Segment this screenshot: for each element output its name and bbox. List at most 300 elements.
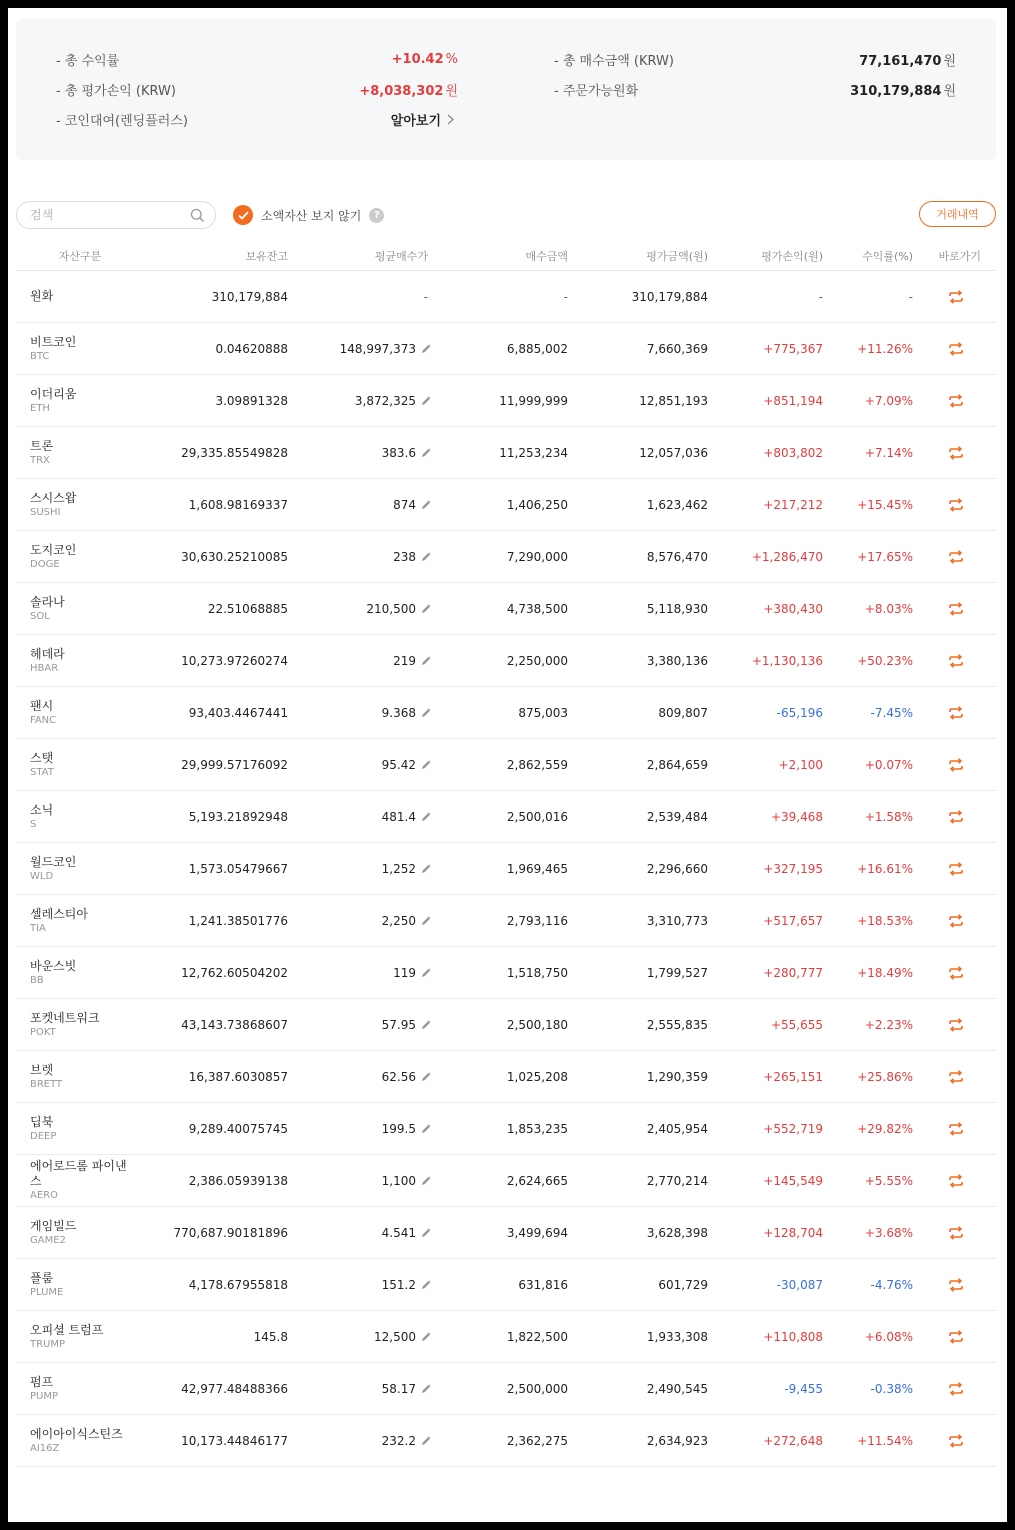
- asset-symbol: POKT: [30, 1026, 56, 1038]
- header-pl: 평가손익(원): [761, 249, 823, 263]
- pencil-icon[interactable]: [420, 1175, 432, 1187]
- trade-history-button[interactable]: 거래내역: [919, 201, 996, 227]
- pl-cell: +265,151: [763, 1069, 823, 1084]
- asset-name: 스시스왑: [30, 490, 77, 505]
- balance-cell: 0.04620888: [215, 341, 288, 356]
- eval-amount-cell: 2,539,484: [646, 809, 708, 824]
- header-asset: 자산구분: [58, 249, 102, 263]
- asset-name: 도지코인: [30, 542, 77, 557]
- balance-cell: 1,573.05479667: [188, 861, 288, 876]
- avg-price-value: 210,500: [366, 601, 416, 616]
- avg-price-cell[interactable]: [366, 583, 432, 634]
- balance-cell: 42,977.48488366: [181, 1381, 288, 1396]
- asset-symbol: BTC: [30, 350, 50, 362]
- balance-cell: 5,193.21892948: [188, 809, 288, 824]
- avg-price-value: -: [423, 289, 428, 304]
- search-icon[interactable]: [190, 208, 205, 223]
- balance-cell: 9,289.40075745: [188, 1121, 288, 1136]
- rate-cell: +7.09%: [864, 393, 913, 408]
- asset-name: 에이아이식스틴즈: [30, 1426, 123, 1441]
- table-row[interactable]: [16, 1155, 996, 1207]
- asset-symbol: SOL: [30, 610, 50, 622]
- asset-symbol: SUSHI: [30, 506, 61, 518]
- hide-small-assets-toggle[interactable]: [233, 205, 384, 225]
- avg-price-value: 9.368: [381, 705, 416, 720]
- asset-symbol: GAME2: [30, 1234, 66, 1246]
- table-row[interactable]: [16, 1415, 996, 1467]
- table-row[interactable]: [16, 1259, 996, 1311]
- avg-price-value: 219: [393, 653, 416, 668]
- asset-cell: [30, 739, 130, 790]
- asset-symbol: TIA: [30, 922, 46, 934]
- buy-amount-cell: 1,406,250: [506, 497, 568, 512]
- asset-symbol: TRX: [30, 454, 50, 466]
- table-row[interactable]: [16, 1311, 996, 1363]
- rate-cell: +15.45%: [857, 497, 913, 512]
- balance-cell: 4,178.67955818: [188, 1277, 288, 1292]
- total-buy-label: - 총 매수금액 (KRW): [554, 53, 674, 69]
- header-buy-amount: 매수금액: [525, 249, 568, 263]
- rate-cell: +18.49%: [857, 965, 913, 980]
- balance-cell: 16,387.6030857: [188, 1069, 288, 1084]
- asset-name: 스탯: [30, 750, 54, 765]
- pencil-icon[interactable]: [420, 759, 432, 771]
- eval-amount-cell: 1,799,527: [646, 965, 708, 980]
- pl-cell: -65,196: [776, 705, 823, 720]
- table-row[interactable]: [16, 479, 996, 531]
- pencil-icon[interactable]: [420, 1331, 432, 1343]
- search-box: [16, 201, 216, 229]
- pl-cell: +775,367: [763, 341, 823, 356]
- asset-cell: [30, 1415, 130, 1466]
- table-row[interactable]: [16, 375, 996, 427]
- asset-name: 플룸: [30, 1270, 54, 1285]
- balance-cell: 3.09891328: [215, 393, 288, 408]
- swap-icon[interactable]: [944, 895, 968, 946]
- swap-icon[interactable]: [944, 635, 968, 686]
- asset-cell: [30, 323, 130, 374]
- asset-name: 트론: [30, 438, 54, 453]
- asset-name: 헤데라: [30, 646, 65, 661]
- asset-name: 셀레스티아: [30, 906, 88, 921]
- avg-price-cell[interactable]: [382, 1103, 432, 1154]
- balance-cell: 1,241.38501776: [188, 913, 288, 928]
- rate-cell: +2.23%: [864, 1017, 913, 1032]
- swap-icon[interactable]: [944, 531, 968, 582]
- pencil-icon[interactable]: [420, 863, 432, 875]
- avg-price-cell[interactable]: [355, 375, 432, 426]
- eval-amount-cell: 7,660,369: [646, 341, 708, 356]
- avg-price-cell[interactable]: [382, 739, 432, 790]
- asset-name: 바운스빗: [30, 958, 77, 973]
- search-input[interactable]: [30, 208, 180, 222]
- asset-name: 딥북: [30, 1114, 54, 1129]
- asset-symbol: DEEP: [30, 1130, 57, 1142]
- asset-symbol: AERO: [30, 1190, 58, 1201]
- lending-label: - 코인대여(렌딩플러스): [56, 113, 188, 129]
- eval-amount-cell: 2,490,545: [646, 1381, 708, 1396]
- rate-cell: +7.14%: [864, 445, 913, 460]
- swap-icon[interactable]: [944, 1415, 968, 1466]
- pencil-icon[interactable]: [420, 499, 432, 511]
- eval-amount-cell: 1,623,462: [646, 497, 708, 512]
- asset-cell: [30, 635, 130, 686]
- rate-cell: -7.45%: [870, 705, 913, 720]
- buy-amount-cell: 2,624,665: [506, 1173, 568, 1188]
- table-header: [16, 241, 996, 271]
- balance-cell: 10,173.44846177: [181, 1433, 288, 1448]
- avg-price-value: 95.42: [381, 757, 416, 772]
- table-row[interactable]: [16, 843, 996, 895]
- table-row[interactable]: [16, 271, 996, 323]
- swap-icon[interactable]: [944, 583, 968, 634]
- table-row[interactable]: [16, 1103, 996, 1155]
- avg-price-cell[interactable]: [382, 1363, 432, 1414]
- rate-cell: +11.26%: [857, 341, 913, 356]
- rate-cell: +18.53%: [857, 913, 913, 928]
- checkbox-checked-icon[interactable]: [233, 205, 253, 225]
- buy-amount-cell: 2,500,016: [506, 809, 568, 824]
- avg-price-value: 62.56: [381, 1069, 416, 1084]
- pl-cell: -: [818, 289, 823, 304]
- buy-amount-cell: 1,853,235: [506, 1121, 568, 1136]
- asset-cell: [30, 583, 130, 634]
- eval-amount-cell: 1,290,359: [646, 1069, 708, 1084]
- pencil-icon[interactable]: [420, 447, 432, 459]
- avg-price-value: 58.17: [381, 1381, 416, 1396]
- pl-cell: +517,657: [763, 913, 823, 928]
- avg-price-value: 199.5: [381, 1121, 416, 1136]
- pl-cell: -30,087: [776, 1277, 823, 1292]
- table-row[interactable]: [16, 635, 996, 687]
- table-row[interactable]: [16, 427, 996, 479]
- asset-symbol: TRUMP: [30, 1338, 66, 1350]
- swap-icon[interactable]: [944, 947, 968, 998]
- avg-price-value: 874: [393, 497, 416, 512]
- balance-cell: 12,762.60504202: [181, 965, 288, 980]
- avg-price-cell[interactable]: [382, 1415, 432, 1466]
- portfolio-panel: [8, 8, 1007, 1522]
- asset-symbol: STAT: [30, 766, 54, 778]
- avg-price-value: 12,500: [374, 1329, 416, 1344]
- total-pl-label: - 총 평가손익 (KRW): [56, 83, 176, 99]
- avg-price-value: 232.2: [381, 1433, 416, 1448]
- pl-cell: +280,777: [763, 965, 823, 980]
- asset-name: 포켓네트워크: [30, 1010, 100, 1025]
- buy-amount-cell: 2,250,000: [506, 653, 568, 668]
- asset-name: 오피셜 트럼프: [30, 1322, 104, 1337]
- pencil-icon[interactable]: [420, 707, 432, 719]
- avg-price-cell[interactable]: [393, 531, 432, 582]
- rate-cell: -4.76%: [870, 1277, 913, 1292]
- avg-price-cell[interactable]: [340, 323, 432, 374]
- avg-price-cell[interactable]: [382, 1207, 432, 1258]
- avg-price-value: 148,997,373: [339, 341, 416, 356]
- pl-cell: +145,549: [763, 1173, 823, 1188]
- avg-price-value: 57.95: [381, 1017, 416, 1032]
- asset-cell: [30, 531, 130, 582]
- table-row[interactable]: [16, 687, 996, 739]
- buy-amount-cell: 2,793,116: [506, 913, 568, 928]
- total-return-row: [56, 49, 458, 69]
- asset-cell: [30, 843, 130, 894]
- swap-icon[interactable]: [944, 1103, 968, 1154]
- eval-amount-cell: 3,628,398: [646, 1225, 708, 1240]
- buy-amount-cell: 7,290,000: [506, 549, 568, 564]
- asset-cell: [30, 895, 130, 946]
- avg-price-cell[interactable]: [382, 1051, 432, 1102]
- swap-icon[interactable]: [944, 791, 968, 842]
- eval-amount-cell: 1,933,308: [646, 1329, 708, 1344]
- avg-price-cell[interactable]: [382, 1155, 432, 1206]
- asset-cell: [30, 1259, 130, 1310]
- header-avg-price: 평균매수가: [374, 249, 428, 263]
- pl-cell: +110,808: [763, 1329, 823, 1344]
- asset-cell: [30, 791, 130, 842]
- swap-icon[interactable]: [944, 323, 968, 374]
- table-row[interactable]: [16, 531, 996, 583]
- swap-icon[interactable]: [944, 1207, 968, 1258]
- asset-name: 비트코인: [30, 334, 77, 349]
- rate-cell: +25.86%: [857, 1069, 913, 1084]
- rate-cell: +0.07%: [864, 757, 913, 772]
- pencil-icon[interactable]: [420, 1279, 432, 1291]
- krw-available-value: 310,179,884 원: [850, 83, 956, 99]
- balance-cell: 43,143.73868607: [181, 1017, 288, 1032]
- balance-cell: 29,335.85549828: [181, 445, 288, 460]
- pencil-icon[interactable]: [420, 915, 432, 927]
- rate-cell: +17.65%: [857, 549, 913, 564]
- pl-cell: +380,430: [763, 601, 823, 616]
- rate-cell: -: [908, 289, 913, 304]
- header-rate: 수익률(%): [862, 249, 913, 263]
- swap-icon[interactable]: [944, 1363, 968, 1414]
- rate-cell: +5.55%: [864, 1173, 913, 1188]
- asset-symbol: AI16Z: [30, 1442, 60, 1454]
- table-row[interactable]: [16, 1363, 996, 1415]
- pencil-icon[interactable]: [420, 1227, 432, 1239]
- buy-amount-cell: 2,862,559: [506, 757, 568, 772]
- table-row[interactable]: [16, 791, 996, 843]
- krw-available-row: [554, 79, 956, 99]
- avg-price-value: 119: [393, 965, 416, 980]
- chevron-right-icon: [447, 114, 454, 125]
- swap-icon[interactable]: [944, 271, 968, 322]
- eval-amount-cell: 601,729: [658, 1277, 708, 1292]
- balance-cell: 770,687.90181896: [173, 1225, 288, 1240]
- pl-cell: +39,468: [770, 809, 823, 824]
- balance-cell: 10,273.97260274: [181, 653, 288, 668]
- asset-cell: [30, 999, 130, 1050]
- asset-cell: [30, 1363, 130, 1414]
- rate-cell: +3.68%: [864, 1225, 913, 1240]
- balance-cell: 310,179,884: [211, 289, 288, 304]
- buy-amount-cell: 631,816: [518, 1277, 568, 1292]
- pencil-icon[interactable]: [420, 1123, 432, 1135]
- avg-price-value: 151.2: [381, 1277, 416, 1292]
- avg-price-cell[interactable]: [382, 1259, 432, 1310]
- lending-row: [56, 109, 458, 129]
- avg-price-value: 4.541: [381, 1225, 416, 1240]
- avg-price-cell[interactable]: [374, 1311, 432, 1362]
- eval-amount-cell: 5,118,930: [646, 601, 708, 616]
- help-icon[interactable]: ?: [369, 208, 384, 223]
- rate-cell: -0.38%: [870, 1381, 913, 1396]
- pencil-icon[interactable]: [420, 395, 432, 407]
- asset-symbol: S: [30, 818, 37, 830]
- buy-amount-cell: 2,500,180: [506, 1017, 568, 1032]
- asset-name: 브렛: [30, 1062, 54, 1077]
- avg-price-value: 238: [393, 549, 416, 564]
- rate-cell: +1.58%: [864, 809, 913, 824]
- asset-symbol: PUMP: [30, 1390, 59, 1402]
- eval-amount-cell: 310,179,884: [631, 289, 708, 304]
- pencil-icon[interactable]: [420, 1435, 432, 1447]
- asset-cell: [30, 479, 130, 530]
- asset-symbol: WLD: [30, 870, 54, 882]
- eval-amount-cell: 12,851,193: [639, 393, 708, 408]
- eval-amount-cell: 2,555,835: [646, 1017, 708, 1032]
- header-shortcut: 바로가기: [938, 249, 981, 263]
- balance-cell: 93,403.4467441: [188, 705, 288, 720]
- pencil-icon[interactable]: [420, 1071, 432, 1083]
- pencil-icon[interactable]: [420, 603, 432, 615]
- buy-amount-cell: 1,518,750: [506, 965, 568, 980]
- buy-amount-cell: 2,500,000: [506, 1381, 568, 1396]
- asset-name: 솔라나: [30, 594, 65, 609]
- asset-cell: [30, 427, 130, 478]
- buy-amount-cell: 1,025,208: [506, 1069, 568, 1084]
- pl-cell: +217,212: [763, 497, 823, 512]
- lending-more-link[interactable]: 알아보기: [391, 110, 454, 129]
- eval-amount-cell: 2,864,659: [646, 757, 708, 772]
- avg-price-value: 3,872,325: [354, 393, 416, 408]
- table-row[interactable]: [16, 583, 996, 635]
- swap-icon[interactable]: [944, 1259, 968, 1310]
- total-buy-value: 77,161,470 원: [859, 53, 956, 69]
- swap-icon[interactable]: [944, 1311, 968, 1362]
- asset-cell: [30, 687, 130, 738]
- avg-price-cell[interactable]: [382, 687, 432, 738]
- eval-amount-cell: 2,405,954: [646, 1121, 708, 1136]
- total-return-value: +10.42 %: [391, 51, 458, 67]
- asset-summary: [16, 19, 996, 160]
- asset-name: 팬시: [30, 698, 54, 713]
- asset-cell: [30, 947, 130, 998]
- pencil-icon[interactable]: [420, 967, 432, 979]
- pl-cell: +272,648: [763, 1433, 823, 1448]
- krw-available-label: - 주문가능원화: [554, 83, 639, 99]
- swap-icon[interactable]: [944, 1051, 968, 1102]
- total-pl-value: +8,038,302 원: [359, 83, 458, 99]
- pl-cell: +1,130,136: [751, 653, 823, 668]
- table-row[interactable]: [16, 999, 996, 1051]
- pencil-icon[interactable]: [420, 811, 432, 823]
- buy-amount-cell: 11,253,234: [499, 445, 568, 460]
- pl-cell: +128,704: [763, 1225, 823, 1240]
- avg-price-cell[interactable]: [393, 479, 432, 530]
- eval-amount-cell: 8,576,470: [646, 549, 708, 564]
- buy-amount-cell: -: [563, 289, 568, 304]
- eval-amount-cell: 2,296,660: [646, 861, 708, 876]
- table-row[interactable]: [16, 739, 996, 791]
- balance-cell: 145.8: [253, 1329, 288, 1344]
- swap-icon[interactable]: [944, 999, 968, 1050]
- swap-icon[interactable]: [944, 479, 968, 530]
- swap-icon[interactable]: [944, 687, 968, 738]
- swap-icon[interactable]: [944, 843, 968, 894]
- table-row[interactable]: [16, 1051, 996, 1103]
- pencil-icon[interactable]: [420, 343, 432, 355]
- pl-cell: +1,286,470: [751, 549, 823, 564]
- rate-cell: +6.08%: [864, 1329, 913, 1344]
- buy-amount-cell: 1,822,500: [506, 1329, 568, 1344]
- asset-name: 소닉: [30, 802, 54, 817]
- avg-price-cell[interactable]: [393, 635, 432, 686]
- pencil-icon[interactable]: [420, 1019, 432, 1031]
- avg-price-cell[interactable]: [382, 843, 432, 894]
- balance-cell: 1,608.98169337: [188, 497, 288, 512]
- asset-symbol: PLUME: [30, 1286, 64, 1298]
- pl-cell: +803,802: [763, 445, 823, 460]
- asset-symbol: FANC: [30, 714, 57, 726]
- swap-icon[interactable]: [944, 1155, 968, 1206]
- table-row[interactable]: [16, 947, 996, 999]
- pl-cell: +55,655: [770, 1017, 823, 1032]
- header-eval-amount: 평가금액(원): [646, 249, 708, 263]
- table-row[interactable]: [16, 895, 996, 947]
- buy-amount-cell: 4,738,500: [506, 601, 568, 616]
- table-row[interactable]: [16, 1207, 996, 1259]
- rate-cell: +16.61%: [857, 861, 913, 876]
- asset-cell: [30, 1155, 130, 1206]
- swap-icon[interactable]: [944, 375, 968, 426]
- buy-amount-cell: 11,999,999: [499, 393, 568, 408]
- swap-icon[interactable]: [944, 739, 968, 790]
- asset-symbol: HBAR: [30, 662, 59, 674]
- eval-amount-cell: 2,770,214: [646, 1173, 708, 1188]
- avg-price-cell: [424, 271, 428, 322]
- avg-price-cell[interactable]: [382, 791, 432, 842]
- balance-cell: 29,999.57176092: [181, 757, 288, 772]
- avg-price-cell[interactable]: [393, 947, 432, 998]
- pencil-icon[interactable]: [420, 551, 432, 563]
- avg-price-cell[interactable]: [382, 999, 432, 1050]
- total-buy-row: [554, 49, 956, 69]
- rate-cell: +8.03%: [864, 601, 913, 616]
- rate-cell: +11.54%: [857, 1433, 913, 1448]
- asset-cell: [30, 1051, 130, 1102]
- asset-name: 펌프: [30, 1374, 54, 1389]
- pl-cell: +2,100: [778, 757, 823, 772]
- buy-amount-cell: 3,499,694: [506, 1225, 568, 1240]
- swap-icon[interactable]: [944, 427, 968, 478]
- eval-amount-cell: 3,380,136: [646, 653, 708, 668]
- table-row[interactable]: [16, 323, 996, 375]
- total-pl-row: [56, 79, 458, 99]
- balance-cell: 2,386.05939138: [188, 1173, 288, 1188]
- eval-amount-cell: 3,310,773: [646, 913, 708, 928]
- asset-symbol: ETH: [30, 402, 50, 414]
- pencil-icon[interactable]: [420, 655, 432, 667]
- pencil-icon[interactable]: [420, 1383, 432, 1395]
- asset-symbol: BRETT: [30, 1078, 63, 1090]
- avg-price-cell[interactable]: [382, 895, 432, 946]
- total-return-label: - 총 수익률: [56, 53, 120, 69]
- asset-cell: [30, 1103, 130, 1154]
- hide-small-assets-label: 소액자산 보지 않기: [261, 208, 362, 223]
- avg-price-cell[interactable]: [382, 427, 432, 478]
